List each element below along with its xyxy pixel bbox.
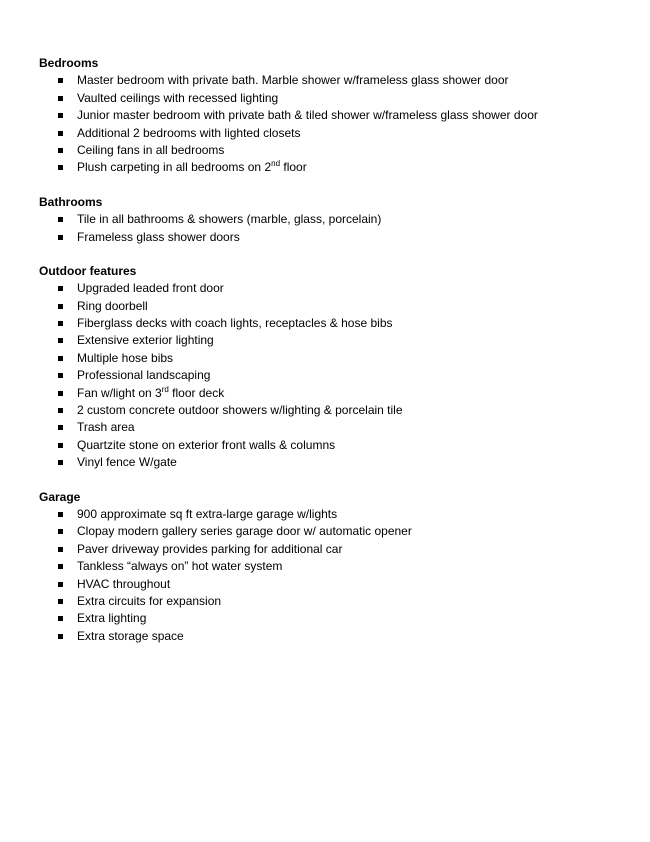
list-item: [39, 402, 650, 419]
list-item-text: 900 approximate sq ft extra-large garage w/lights: [77, 506, 338, 521]
ordinal-superscript: rd: [161, 384, 169, 394]
list-item: [39, 523, 650, 540]
list-item: [39, 610, 650, 627]
section-bathrooms: [39, 194, 650, 246]
list-item-text: Quartzite stone on exterior front walls & columns: [77, 437, 336, 452]
list-item-text: Master bedroom with private bath. Marble shower w/frameless glass shower door: [77, 73, 509, 88]
list-item: [39, 107, 650, 124]
list-item: [39, 558, 650, 575]
list-item-text: Multiple hose bibs: [77, 350, 174, 365]
list-item-text: Extra lighting: [77, 611, 147, 626]
list-item: [39, 437, 650, 454]
square-bullet-icon: [58, 529, 63, 534]
list-item-text: Junior master bedroom with private bath & tiled shower w/frameless glass shower door: [77, 108, 538, 123]
list-item-text: Extensive exterior lighting: [77, 333, 214, 348]
section-heading: Garage: [39, 489, 81, 504]
bullet-list: [39, 211, 650, 246]
square-bullet-icon: [58, 78, 63, 83]
square-bullet-icon: [58, 564, 63, 569]
list-item-text: Extra storage space: [77, 628, 184, 643]
list-item-text: Tile in all bathrooms & showers (marble, glass, porcelain): [77, 212, 382, 227]
list-item: [39, 159, 650, 176]
list-item: [39, 350, 650, 367]
list-item: [39, 229, 650, 246]
list-item: [39, 385, 650, 402]
bullet-list: [39, 72, 650, 176]
square-bullet-icon: [58, 356, 63, 361]
square-bullet-icon: [58, 616, 63, 621]
bullet-list: [39, 506, 650, 645]
list-item-text: Vaulted ceilings with recessed lighting: [77, 90, 279, 105]
list-item: [39, 506, 650, 523]
square-bullet-icon: [58, 165, 63, 170]
list-item: [39, 628, 650, 645]
square-bullet-icon: [58, 235, 63, 240]
section-bedrooms: [39, 55, 650, 177]
section-heading: Bedrooms: [39, 56, 99, 70]
square-bullet-icon: [58, 131, 63, 136]
list-item-text: Ceiling fans in all bedrooms: [77, 142, 225, 157]
square-bullet-icon: [58, 460, 63, 465]
list-item: [39, 90, 650, 107]
list-item: [39, 211, 650, 228]
square-bullet-icon: [58, 599, 63, 604]
list-item: [39, 142, 650, 159]
list-item: [39, 367, 650, 384]
list-item-text: Additional 2 bedrooms with lighted closets: [77, 125, 301, 140]
section-garage: [39, 489, 650, 646]
square-bullet-icon: [58, 391, 63, 396]
list-item-text: Tankless “always on” hot water system: [77, 559, 283, 574]
list-item: [39, 315, 650, 332]
list-item-text: Fan w/light on 3: [77, 385, 162, 400]
list-item: [39, 125, 650, 142]
square-bullet-icon: [58, 321, 63, 326]
list-item: [39, 419, 650, 436]
list-item: [39, 576, 650, 593]
square-bullet-icon: [58, 113, 63, 118]
list-item-text: Ring doorbell: [77, 298, 148, 313]
list-item: [39, 332, 650, 349]
square-bullet-icon: [58, 582, 63, 587]
list-item-text: Trash area: [77, 420, 135, 435]
list-item: [39, 280, 650, 297]
list-item-text: Extra circuits for expansion: [77, 593, 222, 608]
list-item-text: Fiberglass decks with coach lights, receptacles & hose bibs: [77, 316, 393, 331]
square-bullet-icon: [58, 425, 63, 430]
list-item-text: Frameless glass shower doors: [77, 229, 240, 244]
square-bullet-icon: [58, 512, 63, 517]
list-item-text: Paver driveway provides parking for additional car: [77, 541, 343, 556]
bullet-list: [39, 280, 650, 471]
list-item-text-continued: floor: [280, 160, 307, 175]
square-bullet-icon: [58, 304, 63, 309]
list-item-text: Professional landscaping: [77, 368, 211, 383]
square-bullet-icon: [58, 286, 63, 291]
section-heading: Outdoor features: [39, 263, 137, 278]
square-bullet-icon: [58, 443, 63, 448]
square-bullet-icon: [58, 408, 63, 413]
list-item: [39, 72, 650, 89]
list-item-text: Plush carpeting in all bedrooms on 2: [77, 160, 272, 175]
list-item: [39, 593, 650, 610]
list-item-text: 2 custom concrete outdoor showers w/lighting & porcelain tile: [77, 403, 403, 418]
square-bullet-icon: [58, 547, 63, 552]
list-item: [39, 541, 650, 558]
list-item-text: HVAC throughout: [77, 576, 171, 591]
list-item-text-continued: floor deck: [168, 385, 225, 400]
list-item-text: Vinyl fence W/gate: [77, 455, 177, 470]
list-item-text: Upgraded leaded front door: [77, 281, 224, 296]
section-outdoor-features: [39, 263, 650, 472]
list-item: [39, 298, 650, 315]
square-bullet-icon: [58, 96, 63, 101]
ordinal-superscript: nd: [271, 159, 281, 169]
list-item: [39, 454, 650, 471]
section-heading: Bathrooms: [39, 194, 103, 209]
square-bullet-icon: [58, 217, 63, 222]
square-bullet-icon: [58, 148, 63, 153]
square-bullet-icon: [58, 338, 63, 343]
square-bullet-icon: [58, 634, 63, 639]
square-bullet-icon: [58, 373, 63, 378]
list-item-text: Clopay modern gallery series garage door w/ automatic opener: [77, 524, 412, 539]
